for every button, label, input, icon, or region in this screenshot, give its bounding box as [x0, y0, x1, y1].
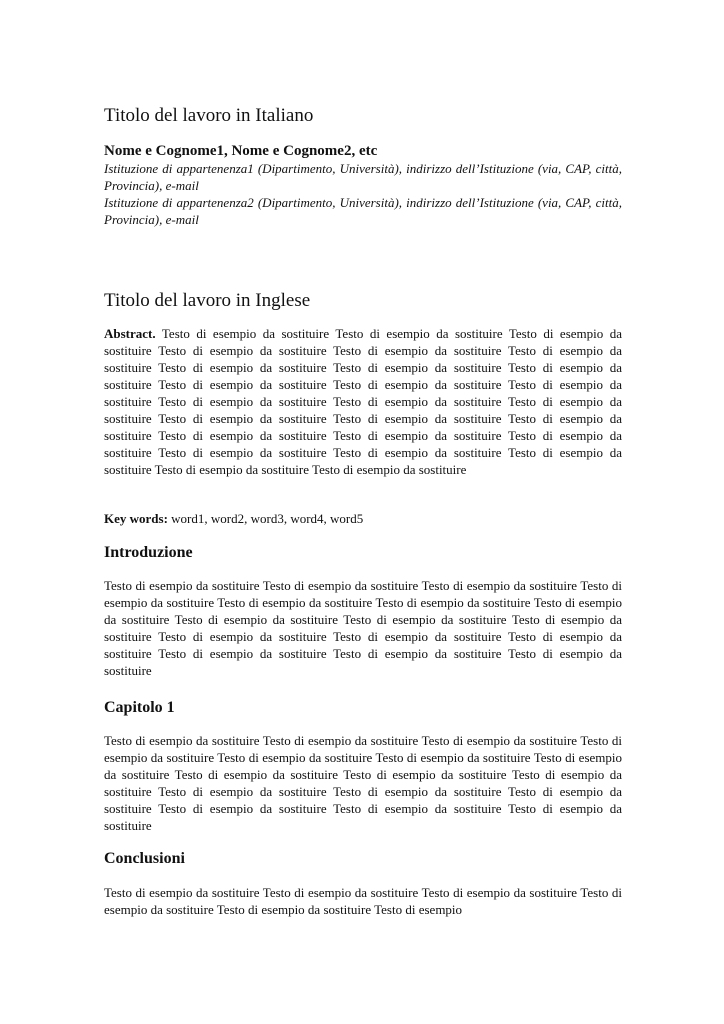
section-heading-conclusioni: Conclusioni [104, 850, 185, 867]
section-heading-capitolo-1: Capitolo 1 [104, 699, 175, 716]
section-text-introduzione: Testo di esempio da sostituire Testo di esempio da sostituire Testo di esempio da sostituire Testo di esempio da sostituire Testo di esempio da sostituire Testo di esempio da sostituire Testo di esempio da sostituire Testo di esempio da sostituire Testo di esempio da sostituire Testo di esempio da sostituire Testo di esempio da sostituire Testo di esempio da sostituire Testo di esempio da sostituire Testo di esempio da sostituire Testo di esempio da sostituire Testo di esempio da sostituire [104, 578, 622, 678]
abstract [104, 325, 622, 478]
authors: Nome e Cognome1, Nome e Cognome2, etc [104, 143, 378, 159]
section-text-capitolo-1: Testo di esempio da sostituire Testo di esempio da sostituire Testo di esempio da sostituire Testo di esempio da sostituire Testo di esempio da sostituire Testo di esempio da sostituire Testo di esempio da sostituire Testo di esempio da sostituire Testo di esempio da sostituire Testo di esempio da sostituire Testo di esempio da sostituire Testo di esempio da sostituire Testo di esempio da sostituire Testo di esempio da sostituire Testo di esempio da sostituire Testo di esempio da sostituire [104, 733, 622, 833]
abstract-text: Testo di esempio da sostituire Testo di esempio da sostituire Testo di esempio da sostituire Testo di esempio da sostituire Testo di esempio da sostituire Testo di esempio da sostituire Testo di esempio da sostituire Testo di esempio da sostituire Testo di esempio da sostituire Testo di esempio da sostituire Testo di esempio da sostituire Testo di esempio da sostituire Testo di esempio da sostituire Testo di esempio da sostituire Testo di esempio da sostituire Testo di esempio da sostituire Testo di esempio da sostituire Testo di esempio da sostituire Testo di esempio da sostituire Testo di esempio da sostituire Testo di esempio da sostituire Testo di esempio da sostituire Testo di esempio da sostituire Testo di esempio da sostituire Testo di esempio da sostituire Testo di esempio da sostituire [104, 326, 622, 477]
title-italian: Titolo del lavoro in Italiano [104, 105, 314, 126]
keywords [104, 510, 622, 527]
affiliation-2: Istituzione di appartenenza2 (Dipartimento, Università), indirizzo dell’Istituzione (via, CAP, città, Provincia), e-mail [104, 195, 622, 227]
affiliations [104, 160, 622, 228]
section-text-conclusioni: Testo di esempio da sostituire Testo di esempio da sostituire Testo di esempio da sostituire Testo di esempio da sostituire Testo di esempio da sostituire Testo di esempio [104, 885, 622, 917]
title-english: Titolo del lavoro in Inglese [104, 290, 311, 311]
keywords-text: word1, word2, word3, word4, word5 [171, 511, 364, 526]
keywords-label: Key words: [104, 511, 168, 526]
section-heading-introduzione: Introduzione [104, 544, 193, 561]
affiliation-1: Istituzione di appartenenza1 (Dipartimento, Università), indirizzo dell’Istituzione (via, CAP, città, Provincia), e-mail [104, 161, 622, 193]
abstract-label: Abstract. [104, 326, 156, 341]
